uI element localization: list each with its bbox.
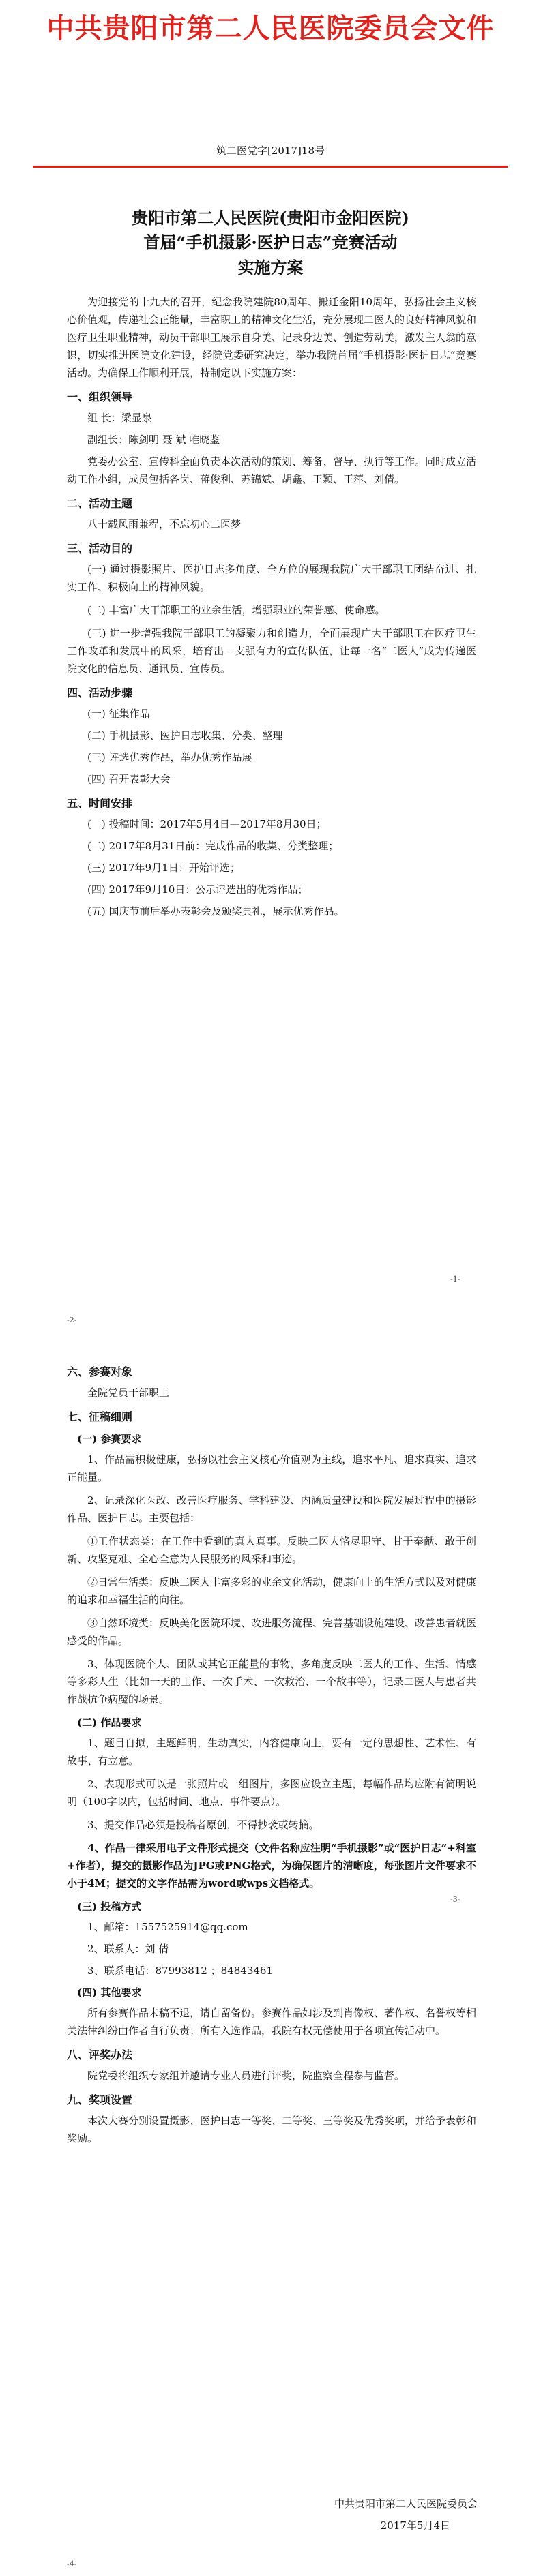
contact-phone: 3、联系电话：87993812 ；84843461	[87, 1965, 274, 1977]
subsection-heading: (二) 作品要求	[77, 1716, 142, 1729]
page-number: -4-	[67, 2560, 77, 2569]
signature-org: 中共贵阳市第二人民医院委员会	[334, 2498, 478, 2510]
rule-paragraph: 2、记录深化医改、改善医疗服务、学科建设、内涵质量建设和医院发展过程中的摄影作品、医护日志。主要包括：	[67, 1494, 476, 1524]
work-requirement: 2、表现形式可以是一张照片或一组图片，多图应设立主题，每幅作品均应附有简明说明（100字以内，包括时间、地点、事件要点）。	[67, 1778, 476, 1808]
section-heading: 二、活动主题	[67, 497, 133, 510]
rule-paragraph: ①工作状态类：在工作中看到的真人真事。反映二医人恪尽职守、甘于奉献、敢于创新、攻坚克难、全心全意为人民服务的风采和事迹。	[67, 1535, 476, 1565]
section-heading: 四、活动步骤	[67, 686, 133, 699]
contact-email: 1、邮箱：1557525914@qq.com	[87, 1921, 248, 1933]
red-header-title: 中共贵阳市第二人民医院委员会文件	[46, 12, 495, 44]
purpose-paragraph: (二) 丰富广大干部职工的业余生活，增强职业的荣誉感、使命感。	[87, 604, 385, 616]
step-item: (一) 征集作品	[87, 708, 150, 720]
section-paragraph: 党委办公室、宣传科全面负责本次活动的策划、筹备、督导、执行等工作。同时成立活动工作小组，成员包括各岗、蒋俊利、苏锦斌、胡鑫、王颖、王萍、刘倩。	[67, 455, 477, 485]
document-number: 筑二医党字[2017]18号	[216, 145, 325, 157]
rule-paragraph: 3、体现医院个人、团队或其它正能量的事物，多角度反映二医人的工作、生活、情感等多彩人生（比如一天的工作、一次手术、一次救治、一个故事等），记录二医人与患者共作战抗争病魔的场景。	[67, 1658, 476, 1706]
signature-date: 2017年5月4日	[380, 2519, 450, 2532]
section-heading: 三、活动目的	[67, 542, 133, 555]
section-heading: 八、评奖办法	[67, 2048, 133, 2061]
subsection-heading: (四) 其他要求	[77, 1986, 142, 1999]
subsection-heading: (三) 投稿方式	[77, 1900, 142, 1913]
schedule-item: (三) 2017年9月1日：开始评选；	[87, 862, 240, 874]
page-number: -1-	[450, 1275, 460, 1284]
step-item: (三) 评选优秀作品，举办优秀作品展	[87, 751, 252, 763]
intro-paragraph: 为迎接党的十九大的召开，纪念我院建院80周年、搬迁金阳10周年，弘扬社会主义核心价值观，传递社会正能量，丰富职工的精神文化生活，充分展现二医人的良好精神风貌和医疗卫生职业精神，动员干部职工展示自身美、记录身边美、创造劳动美，激发主人翁的意识，切实推进医院文化建设，经院党委研究决定，举办我院首届“手机摄影·医护日志”竞赛活动。为确保工作顺利开展，特制定以下实施方案：	[67, 296, 477, 379]
document-title-line3: 实施方案	[237, 258, 304, 277]
rule-paragraph: ③自然环境类：反映美化医院环境、改进服务流程、完善基础设施建设、改善患者就医感受的作品。	[67, 1617, 477, 1647]
section-heading: 一、组织领导	[67, 391, 133, 404]
red-divider-line	[33, 166, 508, 168]
schedule-item: (五) 国庆节前后举办表彰会及颁奖典礼，展示优秀作品。	[87, 905, 345, 918]
document-title-line1: 贵阳市第二人民医院(贵阳市金阳医院)	[132, 208, 409, 228]
step-item: (二) 手机摄影、医护日志收集、分类、整理	[87, 729, 283, 742]
section-heading: 五、时间安排	[67, 797, 133, 810]
schedule-item: (二) 2017年8月31日前：完成作品的收集、分类整理；	[87, 840, 339, 852]
judging-paragraph: 院党委将组织专家组并邀请专业人员进行评奖，院监察全程参与监督。	[87, 2070, 405, 2082]
page-number: -2-	[67, 1316, 77, 1324]
rule-paragraph: 1、作品需积极健康，弘扬以社会主义核心价值观为主线，追求平凡、追求真实、追求正能量。	[67, 1453, 476, 1483]
page1-body	[67, 293, 476, 924]
awards-paragraph: 本次大赛分别设置摄影、医护日志一等奖、二等奖、三等奖及优秀奖项，并给予表彰和奖励。	[67, 2115, 477, 2145]
subsection-heading: (一) 参赛要求	[77, 1433, 142, 1445]
purpose-paragraph: (三) 进一步增强我院干部职工的凝聚力和创造力，全面展现广大干部职工在医疗卫生工作改革和发展中的风采，培育出一支强有力的宣传队伍，让每一名“二医人”成为传递医院文化的信息员、通讯员、宣传员。	[67, 627, 476, 675]
work-requirement: 1、题目自拟，主题鲜明，生动真实，内容健康向上，要有一定的思想性、艺术性、有故事、有立意。	[67, 1737, 476, 1767]
page2-body	[67, 1357, 476, 2153]
leader-line: 组 长：梁显泉	[87, 412, 152, 424]
schedule-item: (一) 投稿时间：2017年5月4日—2017年8月30日；	[87, 818, 327, 830]
step-item: (四) 召开表彰大会	[87, 773, 171, 785]
page-number: -3-	[450, 1895, 460, 1904]
section-heading: 七、征稿细则	[67, 1410, 133, 1423]
section-heading: 九、奖项设置	[67, 2093, 133, 2106]
schedule-item: (四) 2017年9月10日：公示评选出的优秀作品；	[87, 883, 308, 896]
theme-line: 八十载风雨兼程，不忘初心二医梦	[87, 518, 242, 530]
purpose-paragraph: (一) 通过摄影照片、医护日志多角度、全方位的展现我院广大干部职工团结奋进、扎实工作、积极向上的精神风貌。	[67, 563, 476, 593]
work-requirement: 4、作品一律采用电子文件形式提交（文件名称应注明“手机摄影”或“医护日志”+科室+作者），提交的摄影作品为JPG或PNG格式，为确保图片的清晰度，每张图片文件要求不小于4M；提交的文字作品需为word或wps文档格式。	[67, 1842, 476, 1890]
work-requirement: 3、提交作品必须是投稿者原创，不得抄袭或转摘。	[87, 1819, 319, 1831]
participants-line: 全院党员干部职工	[87, 1387, 170, 1399]
contact-person: 2、联系人：刘 倩	[87, 1943, 169, 1955]
section-heading: 六、参赛对象	[67, 1365, 133, 1378]
deputy-line: 副组长：陈剑明 聂 斌 唯晓鉴	[87, 434, 220, 446]
rule-paragraph: ②日常生活类：反映二医人丰富多彩的业余文化活动，健康向上的生活方式以及对健康的追求和幸福生活的向往。	[67, 1576, 477, 1606]
other-requirement: 所有参赛作品未稿不退，请自留备份。参赛作品如涉及到肖像权、著作权、名誉权等相关法律纠纷由作者自行负责；所有入选作品，我院有权无偿使用于各项宣传活动中。	[67, 2007, 477, 2037]
document-title-line2: 首届“手机摄影·医护日志”竞赛活动	[143, 232, 398, 252]
